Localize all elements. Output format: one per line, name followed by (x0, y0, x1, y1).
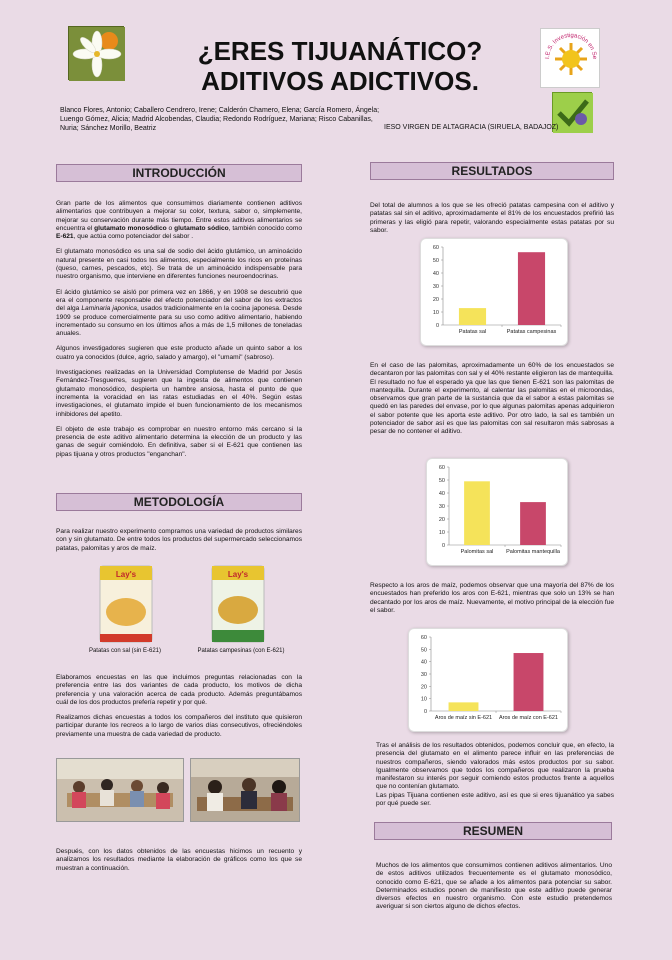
chart-palomitas (426, 458, 568, 566)
resultados-paragraph-1: Del total de alumnos a los que se les ofreció patatas campesina con el aditivo y patatas sal sin el aditivo, aproximadamente el 81% de los encuestados prefirió las primeras y las eligió para repetir, valorando especialmente estas patatas por su sabor. (370, 202, 614, 234)
y-tick-label: 10 (432, 310, 439, 316)
authors-list: Blanco Flores, Antonio; Caballero Cendrero, Irene; Calderón Chamero, Elena; García Romero, Ángela; Luengo Gómez, Alicia; Madrid Alcobendas, Claudia; Redondo Rodríguez, Mariana; Risco Cabanillas, Nuria; Sánchez Morillo, Beatriz (60, 107, 380, 132)
chips-brand-2: Lay's (227, 570, 249, 579)
resultados-body-2 (370, 362, 614, 444)
y-tick-label: 0 (441, 543, 445, 549)
chart-patatas (420, 238, 568, 346)
chart-palomitas-svg (427, 459, 569, 567)
intro-paragraph-4: Algunos investigadores sugieren que este producto añade un quinto sabor a los cuatro ya conocidos (dulce, agrio, salado y amargo), el "umami" (sabroso). (56, 345, 302, 361)
bar-0 (449, 702, 479, 711)
chart-aros-svg (409, 629, 569, 733)
category-label: Aros de maíz con E-621 (498, 715, 559, 721)
category-label: Patatas sal (458, 329, 487, 335)
logo-lettering: I.E.S. Investigación en Se (544, 32, 598, 60)
chips-bag-2 (208, 564, 268, 644)
resultados-heading: RESULTADOS (370, 162, 614, 180)
y-tick-label: 20 (438, 517, 445, 523)
bar-1 (514, 653, 544, 711)
bar-0 (459, 308, 486, 325)
y-tick-label: 60 (432, 245, 439, 251)
introduccion-heading: INTRODUCCIÓN (56, 164, 302, 182)
category-label: Palomitas sal (460, 549, 494, 555)
y-tick-label: 40 (432, 271, 439, 277)
y-tick-label: 0 (435, 323, 439, 329)
metodologia-conclusion: Después, con los datos obtenidos de las encuestas hicimos un recuento y analizamos los resultados mediante la elaboración de gráficos como los que se muestran a continuación. (56, 848, 302, 872)
y-tick-label: 50 (432, 258, 439, 264)
y-tick-label: 20 (432, 297, 439, 303)
sun-icon (541, 29, 601, 89)
photo-students-2 (190, 758, 300, 822)
resultados-paragraph-4: Respecto a los aros de maíz, podemos observar que una mayoría del 87% de los encuestados han preferido los aros con E-621, mientras que solo un 13% se han decantado por los aros de maíz. Nuevamente, el motivo principal de la elección fue el sabor. (370, 582, 614, 614)
chips-bag-1 (96, 564, 156, 644)
y-tick-label: 40 (420, 659, 427, 666)
intro-paragraph-6: El objeto de este trabajo es comprobar en nuestro entorno más cercano si la presencia de este aditivo alimentario determina la elección de un producto y las ganas de seguir comiéndolo. En definitiva, saber si el E-621 que contienen las pipas tijuana y otros productos "enganchan". (56, 425, 302, 458)
bar-0 (464, 481, 490, 545)
metodologia-intro: Para realizar nuestro experimento compramos una variedad de productos similares con y sin glutamato. De entre todos los productos del supermercado seleccionamos patatas, palomitas y aros de maíz. (56, 528, 302, 552)
category-label: Palomitas mantequilla (506, 549, 560, 555)
chart-patatas-svg (421, 239, 569, 347)
caption-patatas-sal: Patatas con sal (sin E-621) (88, 648, 162, 654)
y-tick-label: 60 (438, 465, 445, 471)
resultados-paragraph-2: En el caso de las palomitas, aproximadamente un 60% de los encuestados se decantaron por las palomitas con sal y el 40% restante eligieron las de mantequilla. (370, 362, 614, 378)
intro-paragraph-5: Investigaciones realizadas en la Universidad Complutense de Madrid por Jesús Fernández-Tresguerres, sugieren que la ingesta de alimentos que contienen glutamato monosódico, despierta un hambre ansiosa, hasta el punto de que incrementa la voracidad en las ratas estudiadas en el 40%. Según estas investigaciones, el glutamato impide el buen funcionamiento de los mecanismos inhibidores del apetito. (56, 369, 302, 418)
title-line-1: ¿ERES TIJUANÁTICO? (197, 36, 483, 66)
resumen-body: Muchos de los alimentos que consumimos contienen aditivos alimentarios. Uno de estos aditivos utilizados frecuentemente es el glutamato monosódico, conocido como E-621, que se añade a los alimentos para potenciar su sabor. Determinados estudios ponen de manifiesto que este aditivo puede generar diversos efectos en nuestro organismo. Con este estudio pretendemos averiguar si son ciertos alguno de dichos efectos. (376, 862, 612, 911)
metodologia-heading: METODOLOGÍA (56, 493, 302, 511)
resultados-paragraph-5: Tras el análisis de los resultados obtenidos, podemos concluir que, en efecto, la presencia del glutamato en el alimento parece influir en las preferencias de nuestros compañeros, siendo valorados más estos productos por su sabor. Igualmente observamos que todos los compañeros que realizaron la prueba manifestaron su interés por seguir comiendo estos productos frente a aquellos que no contenían glutamato. (376, 742, 614, 791)
y-tick-label: 0 (423, 709, 427, 715)
y-tick-label: 30 (438, 504, 445, 510)
caption-patatas-campesinas: Patatas campesinas (con E-621) (197, 648, 285, 654)
y-tick-label: 50 (438, 478, 445, 484)
y-tick-label: 40 (438, 491, 445, 497)
school-logo (540, 28, 600, 88)
metodologia-paragraph-2: Elaboramos encuestas en las que incluimos preguntas relacionadas con la preferencia entre las dos variantes de cada producto, los motivos de dicha preferencia y una valoración acerca de cada producto. Además preguntábamos cuál de los dos productos prefería repetir y por qué. (56, 674, 302, 706)
intro-paragraph-1: Gran parte de los alimentos que consumimos diariamente contienen aditivos alimentarios que contribuyen a mejorar su color, textura, sabor o, simplemente, mejorar su conservación durante más tiempo. Entre estos aditivos alimentarios se encuentra el glutamato monosódico o glutamato sódico, también conocido como E-621, que actúa como potenciador del sabor . (56, 200, 303, 241)
y-tick-label: 30 (420, 672, 427, 678)
y-tick-label: 10 (420, 696, 427, 703)
intro-paragraph-3: El ácido glutámico se aisló por primera vez en 1866, y en 1908 se descubrió que era el componente responsable del efecto potenciador del sabor de los extractos del alga Laminaria japonica, usados tradicionalmente en la cocina japonesa. Desde 1909 se produce comercialmente para su uso como aditivo alimentario, habiendo incrementado su consumo en los últimos años a más de 1,5 millones de toneladas anuales. (56, 288, 302, 338)
resumen-heading: RESUMEN (374, 822, 612, 840)
metodologia-body (56, 674, 302, 746)
intro-paragraph-2: El glutamato monosódico es una sal de sodio del ácido glutámico, un aminoácido natural presente en casi todos los alimentos, especialmente los ricos en proteínas (queso, carnes, pescados, etc). Se trata de un aminoácido indispensable para nuestro organismo, que interviene en diferentes funciones neuroendocrinas. (56, 248, 302, 281)
resultados-paragraph-6: Las pipas Tijuana contienen este aditivo, así es que si eres tijuanático ya sabes por qué puede ser. (376, 791, 614, 808)
y-tick-label: 10 (438, 530, 445, 536)
metodologia-paragraph-3: Realizamos dichas encuestas a todos los compañeros del instituto que quisieron participar durante los recreos a lo largo de varios días consecutivos, ofreciéndoles previamente una muestra de cada variedad de producto. (56, 714, 302, 738)
category-label: Patatas campesinas (506, 329, 557, 335)
chart-aros (408, 628, 568, 732)
chips-brand-1: Lay's (115, 570, 137, 579)
flower-icon (69, 27, 125, 81)
school-name: IESO VIRGEN DE ALTAGRACIA (SIRUELA, BADAJOZ) (384, 124, 559, 131)
y-tick-label: 30 (432, 284, 439, 290)
bar-1 (518, 252, 545, 325)
resultados-paragraph-3: El resultado no fue el esperado ya que las que tienen E-621 son las palomitas de mantequilla. Durante el experimento, al calentar las palomitas en el microondas, observamos que gran parte de la sustancia que da el sabor a estas palomitas se quedó en las paredes del envase, por lo que algunas palomitas apenas adquirieron el sabor potente que les aporta este aditivo. Por otro lado, la sal es también un potenciador de sabor así es que las palomitas con sal resultaron más sabrosas a pesar de no contener el aditivo. (370, 378, 614, 436)
y-tick-label: 20 (420, 684, 427, 691)
title-line-2: ADITIVOS ADICTIVOS. (201, 66, 479, 96)
introduccion-body (56, 200, 302, 466)
y-tick-label: 50 (420, 647, 427, 654)
resultados-conclusion (376, 742, 614, 815)
y-tick-label: 60 (420, 635, 427, 641)
category-label: Aros de maíz sin E-621 (434, 715, 493, 721)
photo-students-1 (56, 758, 184, 822)
bar-1 (520, 502, 546, 545)
poster-title (150, 36, 530, 96)
flower-logo (68, 26, 124, 80)
